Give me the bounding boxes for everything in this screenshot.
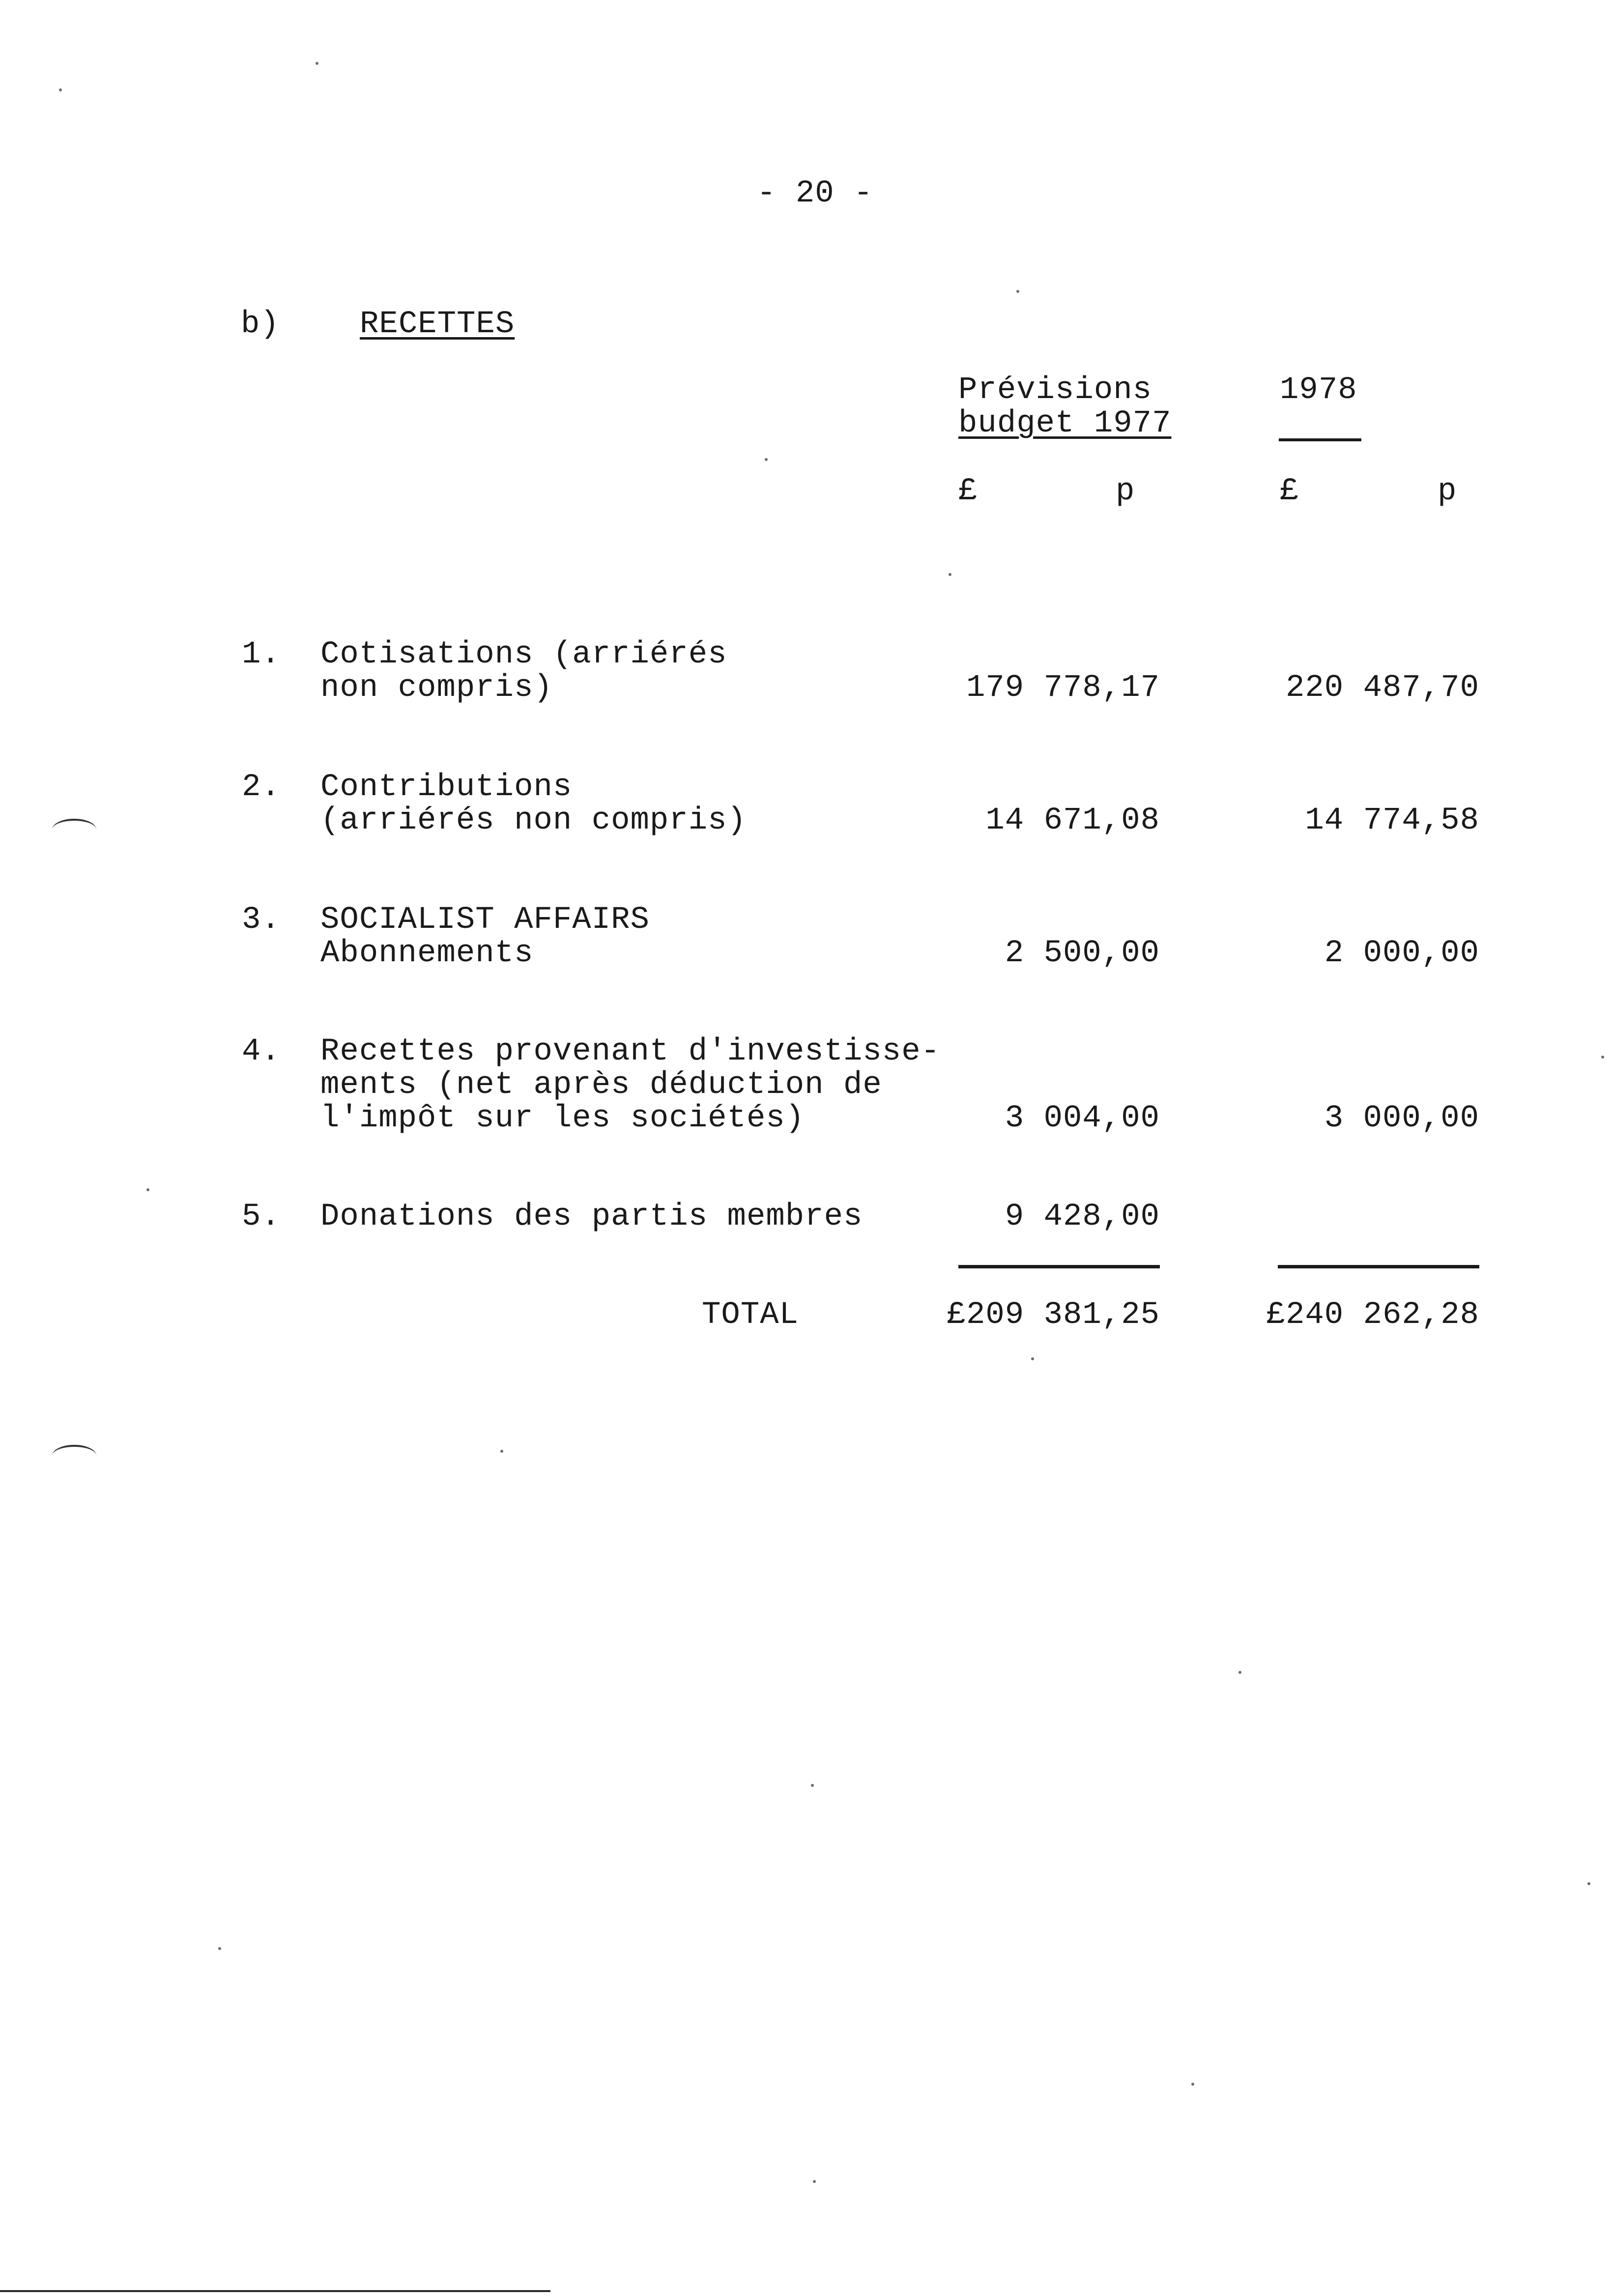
item-number: 3.	[242, 902, 281, 938]
scan-speck	[949, 573, 951, 576]
item-budget-1977-value: 14 671,08	[985, 803, 1160, 838]
item-budget-1977-value: 3 004,00	[1005, 1101, 1160, 1136]
item-number: 5.	[242, 1199, 281, 1234]
col-1978-pence-symbol: p	[1438, 474, 1457, 509]
item-description-line2: ments (net après déduction de	[320, 1067, 882, 1103]
page-number: - 20 -	[757, 176, 873, 211]
item-budget-1977-value: 2 500,00	[1005, 936, 1160, 971]
scan-speck	[1601, 1056, 1604, 1059]
item-description-line1: Recettes provenant d'investisse-	[320, 1034, 940, 1069]
total-1978-value: £240 262,28	[1266, 1297, 1479, 1333]
scan-speck	[1016, 290, 1019, 293]
item-1978-value: 220 487,70	[1285, 670, 1479, 706]
section-label: b)	[241, 307, 280, 342]
item-number: 1.	[242, 637, 281, 672]
page-bottom-edge-line	[0, 2290, 550, 2292]
value-1978-sum-rule	[1278, 1265, 1479, 1268]
col-budget-1977-header-line1: Prévisions	[958, 373, 1152, 408]
item-1978-value: 2 000,00	[1324, 936, 1479, 971]
col-budget-1977-pence-symbol: p	[1116, 474, 1135, 509]
item-1978-value: 3 000,00	[1324, 1101, 1479, 1136]
item-description-line2: (arriérés non compris)	[320, 803, 747, 838]
col-1978-header: 1978	[1280, 373, 1357, 408]
budget-1977-sum-rule	[958, 1265, 1160, 1268]
scan-speck	[500, 1450, 503, 1453]
item-description-line2: Abonnements	[320, 936, 534, 971]
punch-hole-mark-upper	[52, 819, 96, 840]
scan-speck	[811, 1784, 814, 1787]
col-budget-1977-pound-symbol: £	[958, 474, 978, 509]
item-description-line3: l'impôt sur les sociétés)	[320, 1101, 805, 1136]
item-description-line2: non compris)	[320, 670, 553, 706]
total-budget-1977-value: £209 381,25	[947, 1297, 1160, 1333]
item-budget-1977-value: 179 778,17	[966, 670, 1160, 706]
punch-hole-mark-lower	[52, 1445, 96, 1466]
col-1978-header-underline	[1279, 438, 1361, 441]
scan-speck	[59, 88, 62, 91]
scan-speck	[1238, 1671, 1241, 1674]
item-description-line1: SOCIALIST AFFAIRS	[320, 902, 650, 938]
item-budget-1977-value: 9 428,00	[1005, 1199, 1160, 1234]
item-description-line1: Contributions	[320, 770, 573, 805]
scan-speck	[813, 2180, 816, 2183]
scan-speck	[146, 1188, 149, 1191]
item-number: 2.	[242, 770, 281, 805]
scan-speck	[765, 458, 768, 461]
item-description-line1: Cotisations (arriérés	[320, 637, 727, 672]
scan-speck	[1587, 1882, 1590, 1885]
col-budget-1977-header-line2: budget 1977	[958, 406, 1172, 441]
section-title: RECETTES	[360, 307, 515, 342]
col-1978-pound-symbol: £	[1280, 474, 1299, 509]
scan-speck	[316, 62, 318, 65]
item-1978-value: 14 774,58	[1305, 803, 1479, 838]
scan-speck	[218, 1947, 221, 1950]
total-label: TOTAL	[702, 1297, 799, 1333]
item-description-line1: Donations des partis membres	[320, 1199, 863, 1234]
scan-speck	[1191, 2083, 1194, 2086]
scan-speck	[1031, 1357, 1034, 1360]
item-number: 4.	[242, 1034, 281, 1069]
